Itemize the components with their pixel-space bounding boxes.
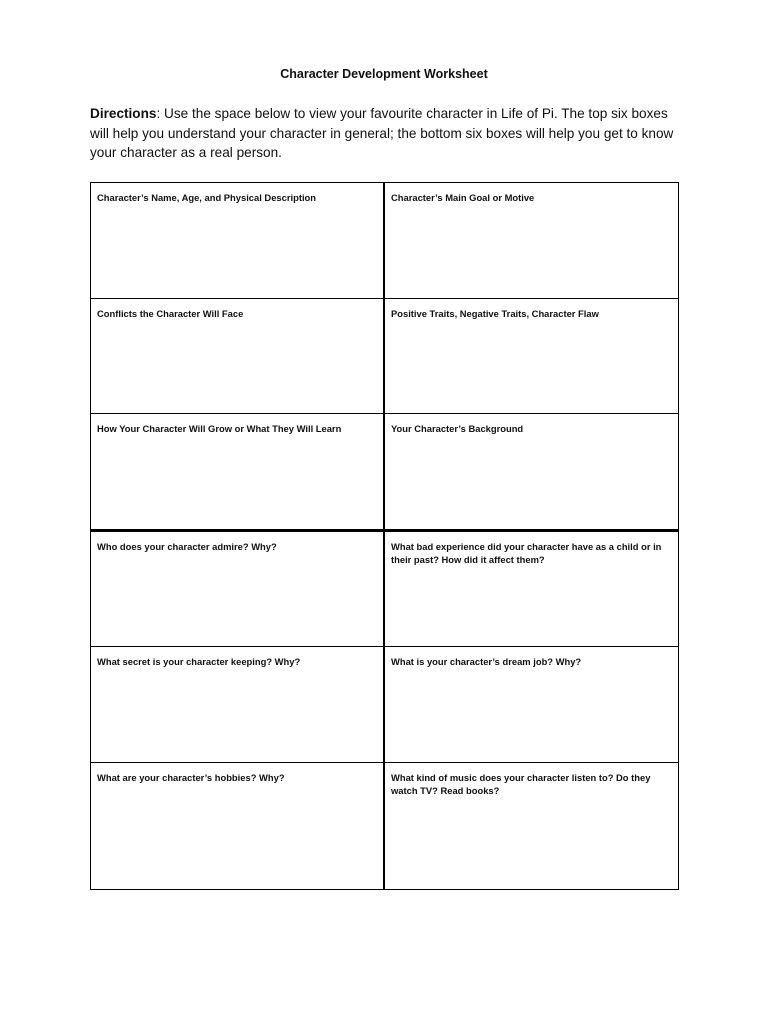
worksheet-row — [91, 647, 678, 762]
worksheet-box[interactable]: What secret is your character keeping? Why? — [91, 647, 385, 762]
worksheet-row — [91, 183, 678, 298]
worksheet-box[interactable]: Character’s Main Goal or Motive — [391, 192, 535, 203]
worksheet-box[interactable]: Conflicts the Character Will Face — [91, 299, 385, 413]
worksheet-row — [91, 414, 678, 529]
worksheet-box[interactable]: What bad experience did your character have as a child or in their past? How did it affect them? — [391, 541, 662, 565]
worksheet-box[interactable]: Character’s Name, Age, and Physical Description — [91, 183, 385, 298]
worksheet-box[interactable]: Who does your character admire? Why? — [91, 532, 385, 646]
worksheet-row — [91, 532, 678, 646]
directions-label: Directions — [90, 106, 157, 121]
worksheet-box[interactable]: How Your Character Will Grow or What They Will Learn — [91, 414, 385, 529]
directions-paragraph — [90, 104, 690, 163]
worksheet-box[interactable]: What is your character’s dream job? Why? — [391, 656, 582, 667]
worksheet-box[interactable]: What are your character’s hobbies? Why? — [91, 763, 385, 889]
worksheet-box[interactable]: What kind of music does your character listen to? Do they watch TV? Read books? — [391, 772, 651, 796]
page-title: Character Development Worksheet — [280, 67, 488, 81]
worksheet-row — [91, 763, 678, 889]
directions-text: : Use the space below to view your favourite character in Life of Pi. The top six boxes will help you understand your character in general; the bottom six boxes will help you get to know your character as a real person. — [90, 106, 674, 160]
worksheet-box[interactable]: Positive Traits, Negative Traits, Character Flaw — [391, 308, 599, 319]
worksheet-box[interactable]: Your Character’s Background — [391, 423, 524, 434]
worksheet-row — [91, 299, 678, 413]
worksheet-table — [90, 182, 679, 890]
